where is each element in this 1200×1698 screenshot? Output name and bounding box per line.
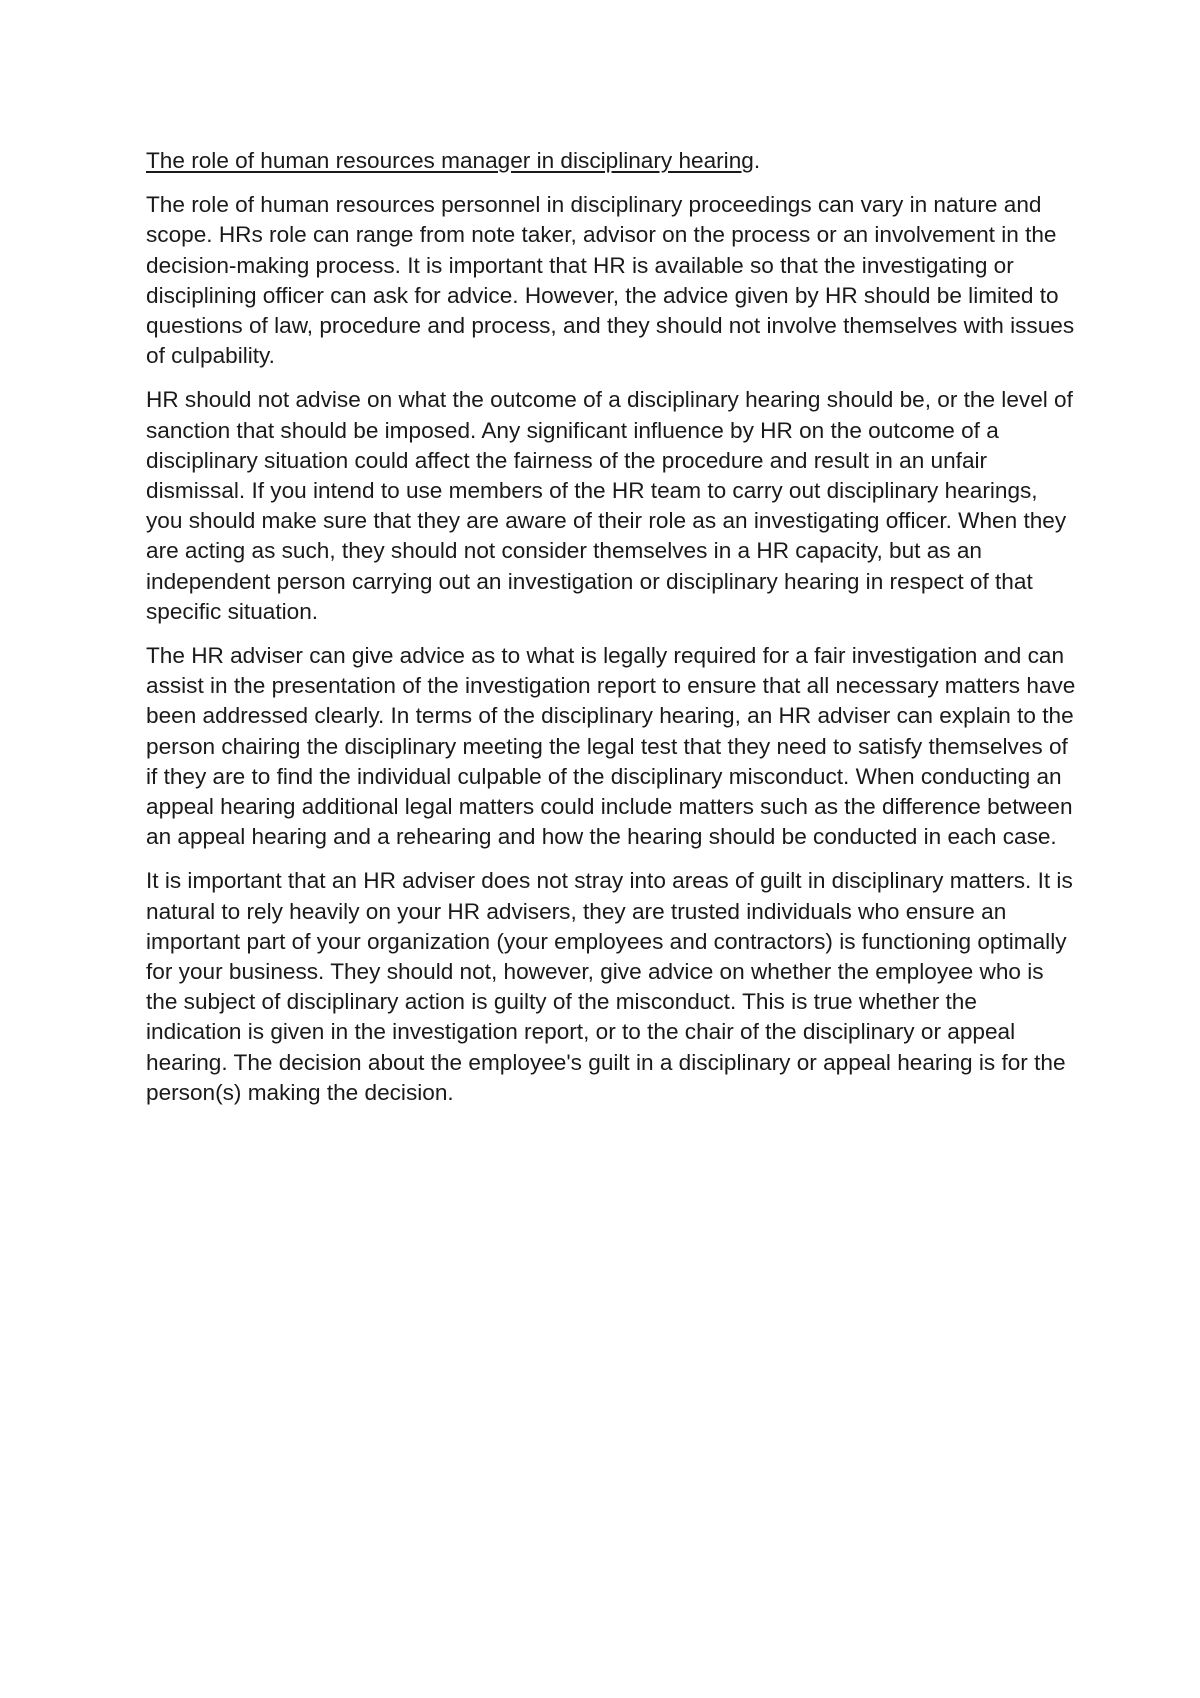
paragraph-1: The role of human resources personnel in disciplinary proceedings can vary in nature and scope. HRs role can range from note taker, advisor on the process or an involvement in the decision-making process. It is important that HR is available so that the investigating or disciplining officer can ask for advice. However, the advice given by HR should be limited to questions of law, procedure and process, and they should not involve themselves with issues of culpability. [146,192,1075,369]
document-title-text: The role of human resources manager in disciplinary hearing [146,148,754,173]
paragraph-3: The HR adviser can give advice as to what is legally required for a fair investigation and can assist in the presentation of the investigation report to ensure that all necessary matters have been addressed clearly. In terms of the disciplinary hearing, an HR adviser can explain to the person chairing the disciplinary meeting the legal test that they need to satisfy themselves of if they are to find the individual culpable of the disciplinary misconduct. When conducting an appeal hearing additional legal matters could include matters such as the difference between an appeal hearing and a rehearing and how the hearing should be conducted in each case. [146,643,1076,850]
document-body [146,146,1076,1122]
paragraph-4: It is important that an HR adviser does not stray into areas of guilt in disciplinary matters. It is natural to rely heavily on your HR advisers, they are trusted individuals who ensure an important part of your organization (your employees and contractors) is functioning optimally for your business. They should not, however, give advice on whether the employee who is the subject of disciplinary action is guilty of the misconduct. This is true whether the indication is given in the investigation report, or to the chair of the disciplinary or appeal hearing. The decision about the employee's guilt in a disciplinary or appeal hearing is for the person(s) making the decision. [146,868,1073,1105]
paragraph-2: HR should not advise on what the outcome of a disciplinary hearing should be, or the level of sanction that should be imposed. Any significant influence by HR on the outcome of a disciplinary situation could affect the fairness of the procedure and result in an unfair dismissal. If you intend to use members of the HR team to carry out disciplinary hearings, you should make sure that they are aware of their role as an investigating officer. When they are acting as such, they should not consider themselves in a HR capacity, but as an independent person carrying out an investigation or disciplinary hearing in respect of that specific situation. [146,387,1073,624]
document-title [146,146,1076,176]
document-title-punctuation: . [753,148,761,173]
